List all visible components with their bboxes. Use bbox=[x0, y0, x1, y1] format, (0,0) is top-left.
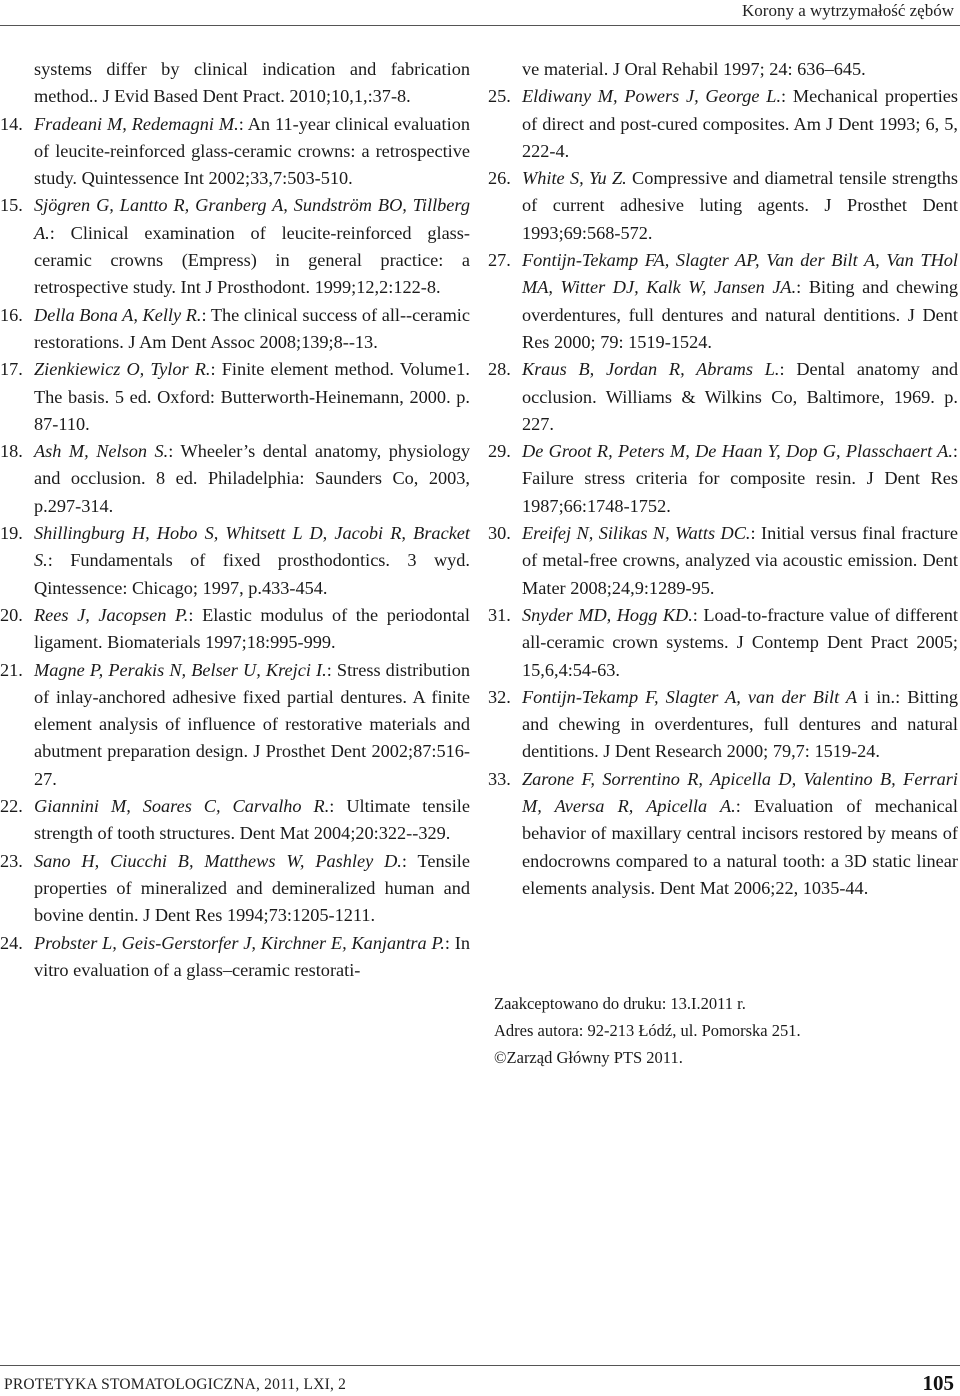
author-address: Adres autora: 92-213 Łódź, ul. Pomorska 251. bbox=[494, 1021, 801, 1040]
copyright-note: ©Zarząd Główny PTS 2011. bbox=[494, 1048, 683, 1067]
reference-item: 18. Ash M, Nelson S.: Wheeler’s dental anatomy, physiology and occlusion. 8 ed. Philadelphia: Saunders Co, 2003, p.297-314. bbox=[0, 441, 470, 516]
reference-item: 26. White S, Yu Z. Compressive and diametral tensile strengths of current adhesive luting agents. J Prosthet Dent 1993;69:568-572. bbox=[488, 168, 958, 243]
reference-item: 14. Fradeani M, Redemagni M.: An 11-year clinical evaluation of leucite-reinforced glass-ceramic crowns: a retrospective study. Quintessence Int 2002;33,7:503-510. bbox=[0, 113, 470, 189]
reference-item: 30. Ereifej N, Silikas N, Watts DC.: Initial versus final fracture of metal-free crowns, analyzed via acoustic emission. Dent Mater 2008;24,9:1289-95. bbox=[488, 523, 958, 598]
reference-item: ve material. J Oral Rehabil 1997; 24: 636–645. bbox=[522, 59, 866, 79]
reference-item: 28. Kraus B, Jordan R, Abrams L.: Dental anatomy and occlusion. Williams & Wilkins Co, Baltimore, 1969. p. 227. bbox=[488, 359, 958, 434]
reference-item: 33. Zarone F, Sorrentino R, Apicella D, Valentino B, Ferrari M, Aversa R, Apicella A.: Evaluation of mechanical behavior of maxillary central incisors restored by means of endocrowns compared to a natural tooth: a 3D static linear elements analysis. Dent Mat 2006;22, 1035-44. bbox=[488, 768, 958, 898]
reference-item: 25. Eldiwany M, Powers J, George L.: Mechanical properties of direct and post-cured composites. Am J Dent 1993; 6, 5, 222-4. bbox=[488, 86, 958, 161]
reference-item: 23. Sano H, Ciucchi B, Matthews W, Pashley D.: Tensile properties of mineralized and demineralized human and bovine dentin. J Dent Res 1994;73:1205-1211. bbox=[0, 850, 470, 926]
header-divider bbox=[0, 25, 960, 26]
reference-item: 29. De Groot R, Peters M, De Haan Y, Dop G, Plasschaert A.: Failure stress criteria for composite resin. J Dent Res 1987;66:1748-1752. bbox=[488, 441, 958, 516]
reference-item: 17. Zienkiewicz O, Tylor R.: Finite element method. Volume1. The basis. 5 ed. Oxford: Butterworth-Heinemann, 2000. p. 87-110. bbox=[0, 359, 470, 434]
journal-footer: PROTETYKA STOMATOLOGICZNA, 2011, LXI, 2 bbox=[4, 1376, 347, 1393]
acceptance-note: Zaakceptowano do druku: 13.I.2011 r. bbox=[494, 994, 746, 1013]
reference-item: 22. Giannini M, Soares C, Carvalho R.: Ultimate tensile strength of tooth structures. Dent Mat 2004;20:322--329. bbox=[0, 796, 470, 844]
article-notes bbox=[494, 990, 801, 1071]
reference-item: 27. Fontijn-Tekamp FA, Slagter AP, Van der Bilt A, Van THol MA, Witter DJ, Kalk W, Jansen JA.: Biting and chewing overdentures, full dentures and natural dentitions. J Dent Res 2000; 79: 1519-1524. bbox=[488, 250, 958, 352]
page-number: 105 bbox=[922, 1371, 954, 1395]
reference-item: 24. Probster L, Geis-Gerstorfer J, Kirchner E, Kanjantra P.: In vitro evaluation of a glass–ceramic restorati- bbox=[0, 932, 470, 980]
footer-divider bbox=[0, 1365, 960, 1366]
references-right-column bbox=[488, 56, 958, 902]
running-title: Korony a wytrzymałość zębów bbox=[742, 1, 954, 20]
reference-item: 32. Fontijn-Tekamp F, Slagter A, van der Bilt A i in.: Bitting and chewing in overdentures, full dentures and natural dentitions. J Dent Research 2000; 79,7: 1519-24. bbox=[488, 686, 958, 762]
reference-item: 16. Della Bona A, Kelly R.: The clinical success of all--ceramic restorations. J Am Dent Assoc 2008;139;8--13. bbox=[0, 304, 470, 352]
reference-item: 21. Magne P, Perakis N, Belser U, Krejci I.: Stress distribution of inlay-anchored adhesive fixed partial dentures. A finite element analysis of influence of restorative materials and abutment preparation design. J Prosthet Dent 2002;87:516-27. bbox=[0, 659, 470, 789]
reference-item: 31. Snyder MD, Hogg KD.: Load-to-fracture value of different all-ceramic crown systems. J Contemp Dent Pract 2005; 15,6,4:54-63. bbox=[488, 604, 958, 680]
reference-item: systems differ by clinical indication and fabrication method.. J Evid Based Dent Pract. 2010;10,1,:37-8. bbox=[34, 59, 470, 107]
reference-item: 20. Rees J, Jacopsen P.: Elastic modulus of the periodontal ligament. Biomaterials 1997;18:995-999. bbox=[0, 604, 470, 653]
reference-item: 19. Shillingburg H, Hobo S, Whitsett L D, Jacobi R, Bracket S.: Fundamentals of fixed prosthodontics. 3 wyd. Qintessence: Chicago; 1997, p.433-454. bbox=[0, 523, 470, 598]
reference-item: 15. Sjögren G, Lantto R, Granberg A, Sundström BO, Tillberg A.: Clinical examination of leucite-reinforced glass-ceramic crowns (Empress) in general practice: a retrospective study. Int J Prosthodont. 1999;12,2:122-8. bbox=[0, 195, 470, 298]
references-left-column bbox=[0, 56, 470, 984]
